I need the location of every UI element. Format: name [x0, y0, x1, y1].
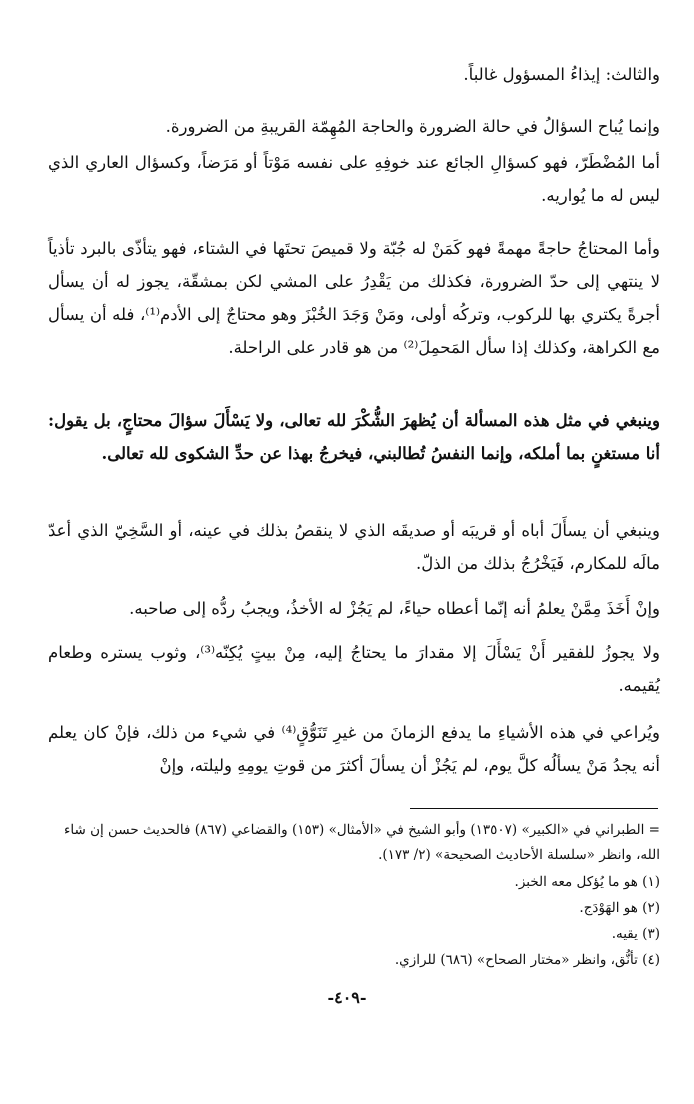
footnote-continuation: = الطبراني في «الكبير» (١٣٥٠٧) وأبو الشيخ في «الأمثال» (١٥٣) والقضاعي (٨٦٧) فالحديث حسن إن شاء الله، وانظر «سلسلة الأحاديث الصحيحة» (٢/ ١٧٣). [64, 822, 660, 863]
paragraph-6: وينبغي أن يسأَلَ أباه أو قريبَه أو صديقَه الذي لا ينقصُ بذلك في عينه، أو السَّخِيّ الذي أعدّ مالَه للمكارم، فَيَخْرُجُ بذلك من الذلّ. [48, 521, 660, 573]
paragraph-1: والثالث: إيذاءُ المسؤول غالباً. [463, 65, 660, 84]
paragraph-8: ولا يجوزُ للفقير أَنْ يَسْأَلَ إلا مقدارَ ما يحتاجُ إليه، مِنْ بيتٍ يُكِنّه⁽³⁾، وثوب يستره وطعام يُقيمه. [48, 643, 660, 695]
footnote-divider [410, 808, 658, 809]
paragraph-3: أما المُضْطَرّ، فهو كسؤالِ الجائع عند خوفِهِ على نفسه مَوْتاً أو مَرَضاً، وكسؤال العاري الذي ليس له ما يُواريه. [48, 153, 660, 205]
page-number: -٤٠٩- [327, 988, 367, 1007]
paragraph-7: وإنْ أَخَذَ مِمَّنْ يعلمُ أنه إنّما أعطاه حياءً، لم يَجُزْ له الأخذُ، ويجبُ ردُّه إلى صاحبه. [129, 599, 660, 618]
paragraph-5-bold: وينبغي في مثل هذه المسألة أن يُظهرَ الشُّكْرَ لله تعالى، ولا يَسْأَلَ سؤالَ محتاجٍ، بل يقول: أنا مستغنٍ بما أملكه، وإنما النفسُ تُطالبني، فيخرجُ بهذا عن حدِّ الشكوى لله تعالى. [48, 411, 660, 463]
footnote-2: (٢) هو الهَوْدَج. [579, 900, 660, 916]
footnote-3: (٣) يقيه. [611, 926, 660, 942]
paragraph-4: وأما المحتاجُ حاجةً مهمةً فهو كَمَنْ له جُبّة ولا قميصَ تحتَها في الشتاء، فهو يتأذّى بالبرد تأذياً لا ينتهي إلى حدّ الضرورة، فكذلك من يَقْدِرُ على المشي لكن بمشقّة، يجوز له أن يسأل أجرةً يكتري بها للركوب، وتركُه أولى، ومَنْ وَجَدَ الخُبْزَ وهو محتاجٌ إلى الأدم⁽¹⁾، فله أن يسأل مع الكراهة، وكذلك إذا سأل المَحمِلَ⁽²⁾ من هو قادر على الراحلة. [48, 239, 660, 357]
footnote-4: (٤) تأنُّق، وانظر «مختار الصحاح» (٦٨٦) للرازي. [394, 952, 660, 968]
paragraph-9: ويُراعي في هذه الأشياءِ ما يدفع الزمانَ من غيرِ تَنَوُّقٍ⁽⁴⁾ في شيء من ذلك، فإنْ كان يعلم أنه يجدُ مَنْ يسألُه كلَّ يوم، لم يَجُزْ أن يسألَ أكثرَ من قوتِ يومِهِ وليلته، وإنْ [48, 723, 661, 775]
footnote-1: (١) هو ما يُؤكل معه الخبز. [514, 874, 660, 890]
paragraph-2: وإنما يُباح السؤالُ في حالة الضرورة والحاجة المُهِمّة القريبةِ من الضرورة. [165, 117, 660, 136]
